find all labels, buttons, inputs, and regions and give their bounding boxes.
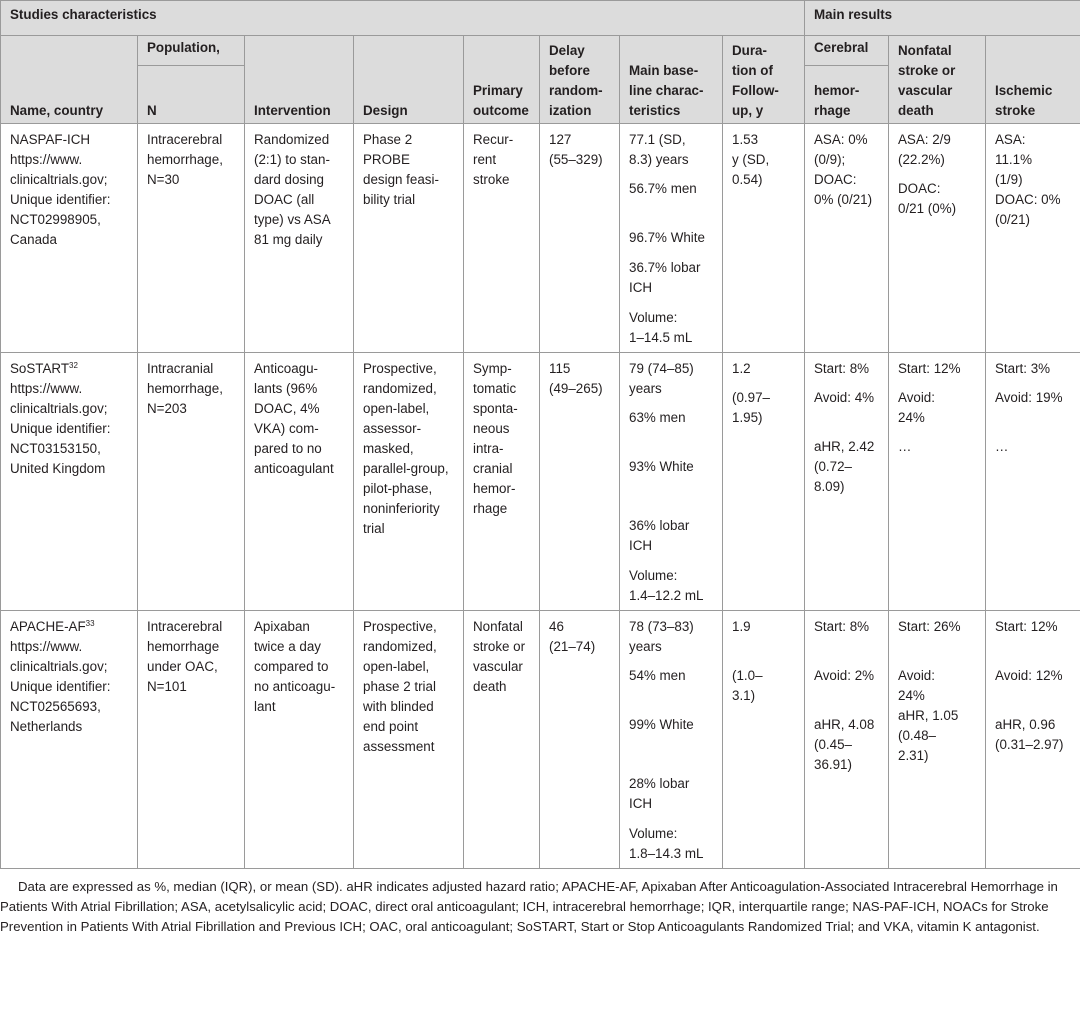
cell-baseline: 78 (73–83) years 54% men 99% White 28% lobar ICH Volume: 1.8–14.3 mL	[620, 611, 723, 869]
group-main-results: Main results	[805, 1, 1080, 36]
table-row	[1, 353, 1080, 611]
cell-outcome: Nonfatal stroke or vascular death	[464, 611, 540, 869]
cell-intervention: Apixaban twice a day compared to no anticoagu- lant	[245, 611, 354, 869]
cell-population: Intracranial hemorrhage, N=203	[138, 353, 245, 611]
cell-design: Phase 2 PROBE design feasi- bility trial	[354, 124, 464, 353]
cell-name: APACHE-AF$^{33}$ https://www. clinicaltrials.gov; Unique identifier: NCT02565693, Netherlands	[1, 611, 138, 869]
cell-duration: 1.53 y (SD, 0.54)	[723, 124, 805, 353]
group-studies-characteristics: Studies characteristics	[1, 1, 805, 36]
cell-intervention: Randomized (2:1) to stan- dard dosing DOAC (all type) vs ASA 81 mg daily	[245, 124, 354, 353]
cell-design: Prospective, randomized, open-label, phase 2 trial with blinded end point assessment	[354, 611, 464, 869]
cell-ischemic-stroke: Start: 12% Avoid: 12% aHR, 0.96 (0.31–2.97)	[986, 611, 1080, 869]
cell-outcome: Recur- rent stroke	[464, 124, 540, 353]
header-row-1	[1, 36, 1080, 66]
col-baseline: Main base- line charac- teristics	[620, 36, 723, 124]
col-primary-outcome: Primary outcome	[464, 36, 540, 124]
cell-cerebral-hemorrhage: Start: 8% Avoid: 2% aHR, 4.08 (0.45– 36.91)	[805, 611, 889, 869]
col-duration: Dura- tion of Follow- up, y	[723, 36, 805, 124]
cell-name: SoSTART$^{32}$ https://www. clinicaltrials.gov; Unique identifier: NCT03153150, United Kingdom	[1, 353, 138, 611]
reference-superscript: 33	[85, 619, 95, 628]
cell-delay: 127 (55–329)	[540, 124, 620, 353]
cell-nonfatal-stroke: Start: 12% Avoid: 24% …	[889, 353, 986, 611]
col-cerebral-bottom: hemor- rhage	[805, 66, 889, 124]
col-name-country: Name, country	[1, 36, 138, 124]
header-group-row	[1, 1, 1080, 36]
col-intervention: Intervention	[245, 36, 354, 124]
cell-duration: 1.9 (1.0– 3.1)	[723, 611, 805, 869]
cell-intervention: Anticoagu- lants (96% DOAC, 4% VKA) com- pared to no anticoagulant	[245, 353, 354, 611]
cell-name: NASPAF-ICH https://www. clinicaltrials.gov; Unique identifier: NCT02998905, Canada	[1, 124, 138, 353]
col-population-bottom: N	[138, 66, 245, 124]
cell-nonfatal-stroke: ASA: 2/9 (22.2%) DOAC: 0/21 (0%)	[889, 124, 986, 353]
cell-cerebral-hemorrhage: ASA: 0% (0/9); DOAC: 0% (0/21)	[805, 124, 889, 353]
cell-delay: 46 (21–74)	[540, 611, 620, 869]
cell-design: Prospective, randomized, open-label, assessor- masked, parallel-group, pilot-phase, noninferiority trial	[354, 353, 464, 611]
col-delay: Delay before random- ization	[540, 36, 620, 124]
cell-ischemic-stroke: ASA: 11.1% (1/9) DOAC: 0% (0/21)	[986, 124, 1080, 353]
cell-population: Intracerebral hemorrhage, N=30	[138, 124, 245, 353]
cell-duration: 1.2 (0.97– 1.95)	[723, 353, 805, 611]
cell-nonfatal-stroke: Start: 26% Avoid: 24% aHR, 1.05 (0.48– 2.31)	[889, 611, 986, 869]
cell-baseline: 77.1 (SD, 8.3) years 56.7% men 96.7% White 36.7% lobar ICH Volume: 1–14.5 mL	[620, 124, 723, 353]
cell-ischemic-stroke: Start: 3% Avoid: 19% …	[986, 353, 1080, 611]
col-population-top: Population,	[138, 36, 245, 66]
cell-population: Intracerebral hemorrhage under OAC, N=101	[138, 611, 245, 869]
col-nonfatal: Nonfatal stroke or vascular death	[889, 36, 986, 124]
col-cerebral-top: Cerebral	[805, 36, 889, 66]
table-footnote: Data are expressed as %, median (IQR), or mean (SD). aHR indicates adjusted hazard ratio; APACHE-AF, Apixaban After Anticoagulation-Associated Intracerebral Hemorrhage in Patients With Atrial Fibrillation; ASA, acetylsalicylic acid; DOAC, direct oral anticoagulant; ICH, intracerebral hemorrhage; IQR, interquartile range; NAS-PAF-ICH, NOACs for Stroke Prevention in Patients With Atrial Fibrillation and Previous ICH; OAC, oral anticoagulant; SoSTART, Start or Stop Anticoagulants Randomized Trial; and VKA, vitamin K antagonist.	[0, 879, 1058, 934]
table-row	[1, 124, 1080, 353]
reference-superscript: 32	[69, 361, 78, 370]
table-row	[1, 611, 1080, 869]
col-design: Design	[354, 36, 464, 124]
cell-outcome: Symp- tomatic sponta- neous intra- cranial hemor- rhage	[464, 353, 540, 611]
cell-cerebral-hemorrhage: Start: 8% Avoid: 4% aHR, 2.42 (0.72– 8.09)	[805, 353, 889, 611]
cell-delay: 115 (49–265)	[540, 353, 620, 611]
col-ischemic: Ischemic stroke	[986, 36, 1080, 124]
cell-baseline: 79 (74–85) years 63% men 93% White 36% lobar ICH Volume: 1.4–12.2 mL	[620, 353, 723, 611]
